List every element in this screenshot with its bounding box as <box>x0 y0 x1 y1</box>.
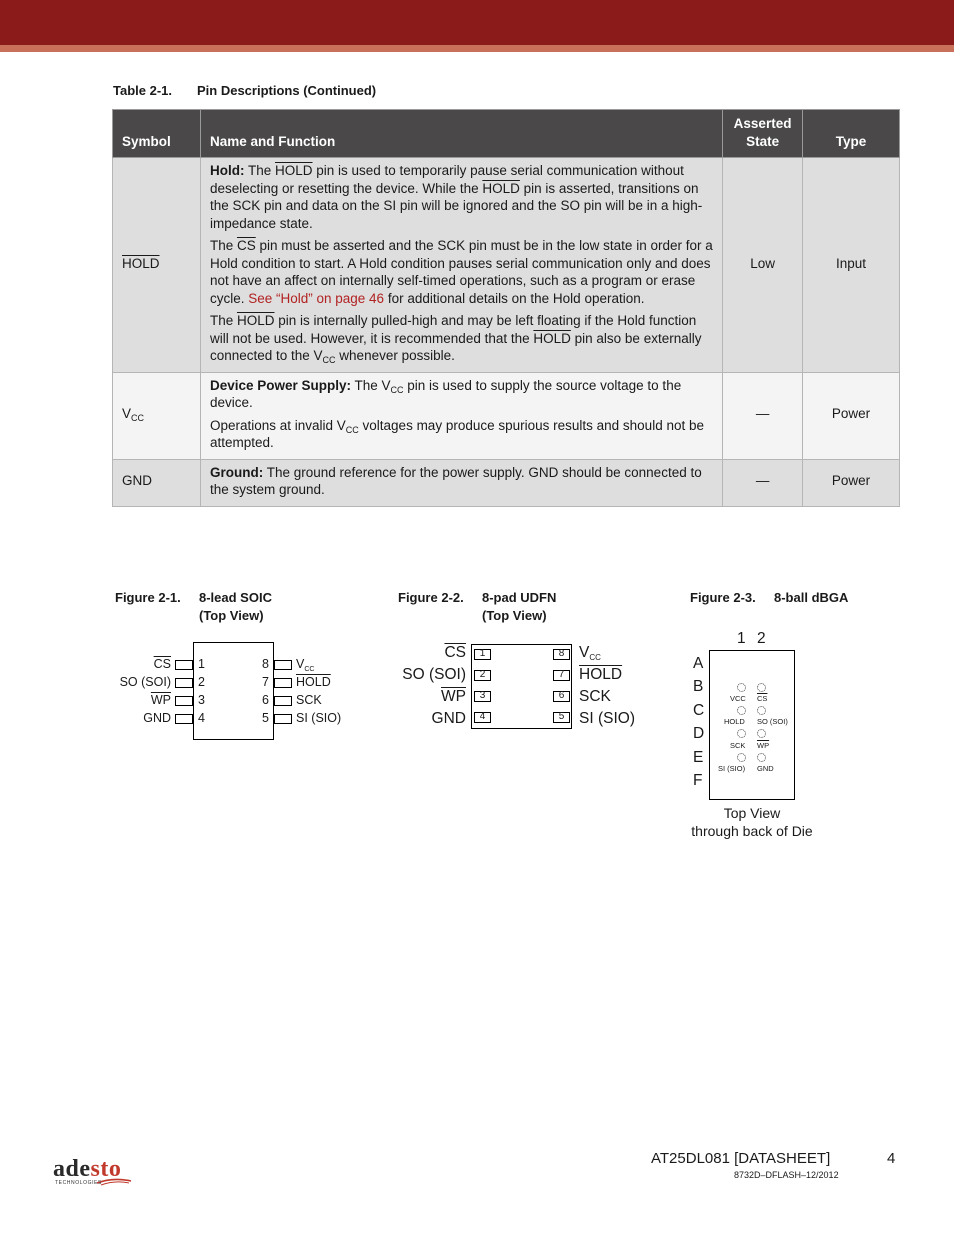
function-cell <box>200 158 722 373</box>
udfn-pin-label-gnd: GND <box>431 710 466 727</box>
dbga-row-label: B <box>693 678 704 695</box>
dbga-ball-label-sck: SCK <box>730 741 746 750</box>
type-cell: Power <box>803 459 900 506</box>
dbga-ball-so <box>757 706 766 715</box>
udfn-pad-7: 7 <box>553 670 570 681</box>
dbga-column-label: 2 <box>757 630 766 647</box>
adesto-logo: adesto <box>53 1156 122 1182</box>
function-cell <box>200 372 722 459</box>
header-asserted-state: Asserted State <box>723 110 803 158</box>
symbol-cell: GND <box>113 459 201 506</box>
header-type: Type <box>803 110 900 158</box>
udfn-pin-label-vcc: $V_{CC}$ <box>579 644 601 662</box>
vcc-paragraph-2: Operations at invalid $V_{CC}$ voltages may produce spurious results and should not be attempted. <box>209 417 704 450</box>
dbga-row-label: F <box>693 772 703 789</box>
dbga-ball-label-wp: $\overline{WP}$ <box>757 741 770 750</box>
dbga-row-label: A <box>693 655 704 672</box>
figure-dbga-caption: Figure 2-3. 8-ball dBGA <box>690 590 849 605</box>
soic-pin-5 <box>274 714 292 724</box>
soic-pin-number: 8 <box>262 657 269 671</box>
hold-paragraph-3: The HOLD pin is internally pulled-high and may be left floating if the Hold function will not be used. However, it is recommended that the HOLD pin also be externally connected to the $V_{CC}$ whenever possible. <box>209 313 702 365</box>
soic-pin-number: 7 <box>262 675 269 689</box>
header-bar <box>0 0 954 45</box>
asserted-state-cell: — <box>723 372 803 459</box>
symbol-cell: $V_{CC}$ <box>113 372 201 459</box>
hold-paragraph-2: The $\overline{CS}$ pin must be asserted and the SCK pin must be in the low state in order for a Hold condition to start. A Hold condition pauses serial communication only and does not have an affect on internally self-timed operations, such as a program or erase cycle. See “Hold” on page 46 for additional details on the Hold operation. <box>209 238 713 306</box>
table-caption-title: Pin Descriptions (Continued) <box>197 83 377 98</box>
dbga-ball-label-vcc: VCC <box>730 694 746 703</box>
soic-pin-number: 6 <box>262 693 269 707</box>
logo-subtitle: TECHNOLOGIES <box>55 1180 102 1186</box>
hold-cross-reference-link[interactable]: See “Hold” on page 46 <box>248 290 385 306</box>
table-header-row <box>113 110 900 158</box>
type-cell: Power <box>803 372 900 459</box>
soic-pin-label-gnd: GND <box>143 711 171 725</box>
header-name-function: Name and Function <box>200 110 722 158</box>
document-title: AT25DL081 [DATASHEET] <box>651 1150 831 1167</box>
udfn-pad-3: 3 <box>474 691 491 702</box>
udfn-pin-label-so: SO (SOI) <box>402 666 466 683</box>
dbga-ball-label-gnd: GND <box>757 764 774 773</box>
document-code: 8732D–DFLASH–12/2012 <box>734 1170 839 1180</box>
udfn-pad-5: 5 <box>553 712 570 723</box>
soic-pin-2 <box>175 678 193 688</box>
soic-pin-number: 2 <box>198 675 205 689</box>
dbga-ball-label-hold: HOLD <box>724 717 745 726</box>
udfn-pad-1: 1 <box>474 649 491 660</box>
figure-soic-caption: Figure 2-1. 8-lead SOIC (Top View) <box>115 590 272 623</box>
soic-pin-1 <box>175 660 193 670</box>
dbga-caption-line-1: Top View <box>723 805 781 821</box>
dbga-ball-si <box>737 753 746 762</box>
soic-pin-8 <box>274 660 292 670</box>
dbga-ball-hold <box>737 706 746 715</box>
dbga-row-label: C <box>693 702 705 719</box>
dbga-ball-label-cs: $\overline{CS}$ <box>757 694 768 703</box>
udfn-pad-4: 4 <box>474 712 491 723</box>
udfn-pin-label-si: SI (SIO) <box>579 710 635 727</box>
soic-pin-label-cs: $\overline{CS}$ <box>153 657 171 671</box>
symbol-cell <box>113 158 201 373</box>
function-cell <box>200 459 722 506</box>
dbga-ball-label-so: SO (SOI) <box>757 717 788 726</box>
udfn-pin-label-cs: $\overline{CS}$ <box>444 644 466 661</box>
gnd-paragraph-1: Ground: The ground reference for the power supply. GND should be connected to the system ground. <box>209 464 702 497</box>
table-row-hold <box>113 158 900 373</box>
dbga-row-label: E <box>693 749 704 766</box>
soic-pin-label-si: SI (SIO) <box>296 711 342 725</box>
udfn-pin-label-wp: $\overline{WP}$ <box>441 688 466 705</box>
soic-pin-6 <box>274 696 292 706</box>
dbga-row-label: D <box>693 725 705 742</box>
table-row-vcc <box>113 372 900 459</box>
soic-pin-3 <box>175 696 193 706</box>
soic-pin-number: 1 <box>198 657 205 671</box>
asserted-state-cell: Low <box>723 158 803 373</box>
udfn-pin-label-sck: SCK <box>579 688 611 705</box>
soic-pin-4 <box>175 714 193 724</box>
dbga-ball-label-si: SI (SIO) <box>718 764 746 773</box>
udfn-pad-6: 6 <box>553 691 570 702</box>
dbga-ball-wp <box>757 729 766 738</box>
udfn-pin-label-hold: HOLD <box>579 666 623 683</box>
figure-udfn-caption: Figure 2-2. 8-pad UDFN (Top View) <box>398 590 557 623</box>
dbga-ball-sck <box>737 729 746 738</box>
table-caption <box>113 83 376 98</box>
table-row-gnd <box>113 459 900 506</box>
pin-descriptions-table <box>112 109 900 507</box>
soic-pin-7 <box>274 678 292 688</box>
asserted-state-cell: — <box>723 459 803 506</box>
soic-pin-number: 3 <box>198 693 205 707</box>
table-caption-number: Table 2-1. <box>113 83 173 98</box>
vcc-paragraph-1: Device Power Supply: The $V_{CC}$ pin is used to supply the source voltage to the device. <box>209 377 682 410</box>
soic-pin-label-sck: SCK <box>296 693 322 707</box>
soic-pin-label-hold: HOLD <box>296 675 331 689</box>
dbga-caption-line-2: through back of Die <box>691 823 813 839</box>
dbga-ball-gnd <box>757 753 766 762</box>
udfn-pad-8: 8 <box>553 649 570 660</box>
soic-pin-label-vcc: $V_{CC}$ <box>296 657 315 673</box>
udfn-pad-2: 2 <box>474 670 491 681</box>
hold-paragraph-1: Hold: The HOLD pin is used to temporarily pause serial communication without deselecting or resetting the device. While the HOLD pin is asserted, transitions on the SCK pin and data on the SI pin will be ignored and the SO pin will be in a high-impedance state. <box>209 163 703 231</box>
soic-pin-number: 5 <box>262 711 269 725</box>
header-symbol: Symbol <box>113 110 201 158</box>
soic-pin-label-so: SO (SOI) <box>119 675 171 689</box>
page-number: 4 <box>887 1150 896 1167</box>
dbga-ball-vcc <box>737 683 746 692</box>
soic-pin-label-wp: $\overline{WP}$ <box>150 693 171 707</box>
header-accent-bar <box>0 45 954 52</box>
type-cell: Input <box>803 158 900 373</box>
soic-pin-number: 4 <box>198 711 205 725</box>
symbol-hold: HOLD <box>122 255 160 271</box>
dbga-column-label: 1 <box>737 630 746 647</box>
dbga-ball-cs <box>757 683 766 692</box>
